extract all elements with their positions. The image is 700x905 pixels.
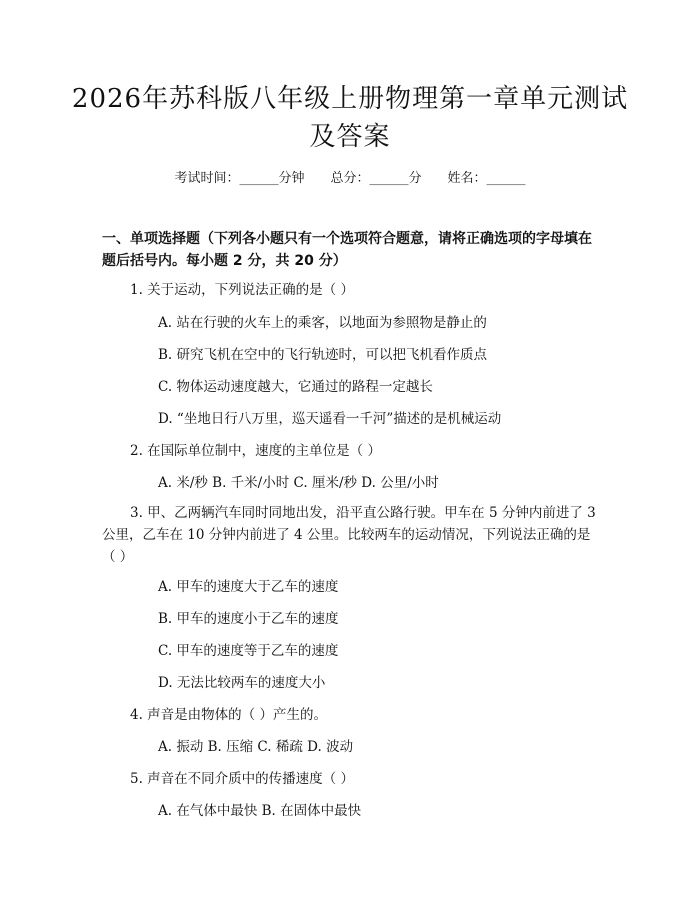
question-4-stem: 4. 声音是由物体的（ ）产生的。 (130, 707, 327, 723)
question-3-stem: 3. 甲、乙两辆汽车同时同地出发，沿平直公路行驶。甲车在 5 分钟内前进了 3 公里，乙车在 10 分钟内前进了 4 公里。比较两车的运动情况，下列说法正确的是（ ） (102, 505, 596, 565)
question-3-option-c: C. 甲车的速度等于乙车的速度 (158, 643, 339, 659)
exam-time: 考试时间：______分钟 (174, 171, 305, 186)
question-3-option-b: B. 甲车的速度小于乙车的速度 (158, 611, 339, 627)
question-1-stem: 1. 关于运动，下列说法正确的是（ ） (130, 282, 354, 298)
question-2-stem: 2. 在国际单位制中，速度的主单位是（ ） (130, 443, 381, 459)
question-3-option-a: A. 甲车的速度大于乙车的速度 (158, 579, 339, 595)
question-4-options: A. 振动 B. 压缩 C. 稀疏 D. 波动 (158, 739, 354, 755)
question-1-option-a: A. 站在行驶的火车上的乘客，以地面为参照物是静止的 (158, 315, 487, 331)
question-1-option-d: D. “坐地日行八万里，巡天遥看一千河”描述的是机械运动 (158, 411, 502, 427)
question-1-option-b: B. 研究飞机在空中的飞行轨迹时，可以把飞机看作质点 (158, 347, 488, 363)
question-5-options: A. 在气体中最快 B. 在固体中最快 (158, 803, 362, 819)
section-heading: 一、单项选择题（下列各小题只有一个选项符合题意，请将正确选项的字母填在题后括号内。每小题 2 分，共 20 分） (102, 231, 592, 269)
question-3-option-d: D. 无法比较两车的速度大小 (158, 675, 326, 691)
exam-total-score: 总分：______分 (330, 171, 422, 186)
question-1-option-c: C. 物体运动速度越大，它通过的路程一定越长 (158, 379, 433, 395)
page-title: 2026年苏科版八年级上册物理第一章单元测试及答案 (71, 84, 629, 152)
question-5-stem: 5. 声音在不同介质中的传播速度（ ） (130, 771, 354, 787)
question-2-options: A. 米/秒 B. 千米/小时 C. 厘米/秒 D. 公里/小时 (158, 475, 439, 491)
exam-name: 姓名：______ (447, 171, 526, 186)
exam-info (0, 170, 700, 188)
